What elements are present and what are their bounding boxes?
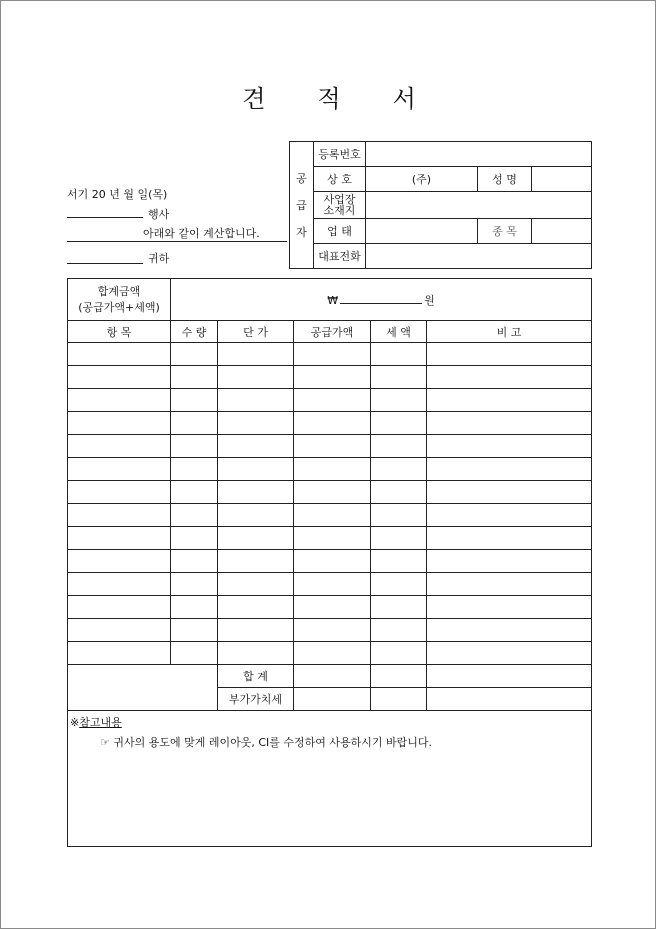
- sum-row: [68, 665, 592, 688]
- unit-price-cell[interactable]: [218, 619, 294, 642]
- quantity-cell[interactable]: [171, 458, 218, 481]
- quantity-cell[interactable]: [171, 550, 218, 573]
- supply-amount-cell[interactable]: [294, 504, 371, 527]
- tax-cell[interactable]: [371, 481, 427, 504]
- notes-cell: [68, 711, 592, 847]
- notes-title: 참고내용: [79, 716, 122, 729]
- vat-label: 부가가치세: [218, 688, 294, 711]
- tax-cell[interactable]: [371, 573, 427, 596]
- document-title: [1, 79, 656, 114]
- tax-cell[interactable]: [371, 389, 427, 412]
- supply-amount-cell[interactable]: [294, 343, 371, 366]
- table-row: [68, 481, 592, 504]
- quantity-cell[interactable]: [171, 596, 218, 619]
- remarks-cell[interactable]: [427, 573, 592, 596]
- address-label-line2: 소재지: [323, 203, 356, 217]
- unit-price-cell[interactable]: [218, 573, 294, 596]
- item-rows: [68, 343, 592, 665]
- vat-supply-amount[interactable]: [294, 688, 371, 711]
- unit-price-cell[interactable]: [218, 458, 294, 481]
- tax-cell[interactable]: [371, 458, 427, 481]
- unit-price-cell[interactable]: [218, 343, 294, 366]
- title-char-3: 서: [392, 85, 468, 113]
- total-label-line2: (공급가액+세액): [78, 300, 160, 314]
- business-type-value[interactable]: [366, 218, 478, 243]
- won-currency-symbol: ₩: [327, 293, 339, 307]
- item-cell[interactable]: [68, 619, 171, 642]
- table-row: [68, 573, 592, 596]
- table-row: [68, 619, 592, 642]
- header-supply-amount: 공급가액: [294, 321, 371, 343]
- item-cell[interactable]: [68, 642, 171, 665]
- supply-amount-cell[interactable]: [294, 619, 371, 642]
- business-type-label: 업 태: [314, 218, 366, 243]
- header-remarks: 비 고: [427, 321, 592, 343]
- items-table: [67, 278, 592, 847]
- table-row: [68, 527, 592, 550]
- header-tax: 세 액: [371, 321, 427, 343]
- unit-price-cell[interactable]: [218, 435, 294, 458]
- item-cell[interactable]: [68, 527, 171, 550]
- vat-remarks[interactable]: [427, 688, 592, 711]
- tax-cell[interactable]: [371, 642, 427, 665]
- item-cell[interactable]: [68, 435, 171, 458]
- header-quantity: 수 량: [171, 321, 218, 343]
- unit-price-cell[interactable]: [218, 504, 294, 527]
- table-row: [68, 458, 592, 481]
- supplier-vertical-label: [290, 142, 314, 269]
- quantity-cell[interactable]: [171, 343, 218, 366]
- quantity-cell[interactable]: [171, 389, 218, 412]
- item-cell[interactable]: [68, 481, 171, 504]
- supplier-table: [289, 141, 592, 269]
- supply-amount-cell[interactable]: [294, 481, 371, 504]
- item-cell[interactable]: [68, 366, 171, 389]
- sum-label: 합 계: [218, 665, 294, 688]
- address-label-line1: 사업장: [323, 192, 356, 206]
- table-row: [68, 642, 592, 665]
- phone-value[interactable]: [366, 243, 592, 268]
- remarks-cell[interactable]: [427, 412, 592, 435]
- supply-amount-cell[interactable]: [294, 573, 371, 596]
- remarks-cell[interactable]: [427, 642, 592, 665]
- remarks-cell[interactable]: [427, 527, 592, 550]
- supplier-label-char-1: 공: [296, 171, 307, 185]
- table-row: [68, 596, 592, 619]
- unit-price-cell[interactable]: [218, 550, 294, 573]
- table-row: [68, 389, 592, 412]
- header-item: 항 목: [68, 321, 171, 343]
- recipient-suffix: 귀하: [148, 252, 170, 265]
- item-cell[interactable]: [68, 596, 171, 619]
- item-cell[interactable]: [68, 573, 171, 596]
- name-value[interactable]: [532, 167, 592, 192]
- items-header-row: [68, 321, 592, 343]
- unit-price-cell[interactable]: [218, 366, 294, 389]
- won-unit: 원: [424, 293, 435, 307]
- remarks-cell[interactable]: [427, 619, 592, 642]
- client-name-underline: [67, 217, 143, 218]
- date-line: 서기 20 년 월 일(목): [67, 188, 168, 201]
- total-label-line1: 합계금액: [97, 284, 141, 298]
- notes-marker: ※: [70, 716, 80, 729]
- supplier-label-char-3: 자: [296, 225, 307, 239]
- address-value[interactable]: [366, 192, 592, 218]
- unit-price-cell[interactable]: [218, 527, 294, 550]
- tax-cell[interactable]: [371, 504, 427, 527]
- vat-tax[interactable]: [371, 688, 427, 711]
- notes-row: [68, 711, 592, 847]
- quantity-cell[interactable]: [171, 435, 218, 458]
- tax-cell[interactable]: [371, 527, 427, 550]
- title-char-1: 견: [242, 85, 318, 113]
- quantity-cell[interactable]: [171, 481, 218, 504]
- total-amount-blank: [340, 293, 422, 304]
- table-row: [68, 366, 592, 389]
- quantity-cell[interactable]: [171, 366, 218, 389]
- quantity-cell[interactable]: [171, 573, 218, 596]
- table-row: [68, 343, 592, 366]
- item-cell[interactable]: [68, 343, 171, 366]
- business-item-value[interactable]: [532, 218, 592, 243]
- total-amount-row: [68, 279, 592, 321]
- remarks-cell[interactable]: [427, 343, 592, 366]
- business-item-label: 종 목: [478, 218, 532, 243]
- tax-cell[interactable]: [371, 343, 427, 366]
- item-cell[interactable]: [68, 504, 171, 527]
- quantity-cell[interactable]: [171, 527, 218, 550]
- quantity-cell[interactable]: [171, 504, 218, 527]
- item-cell[interactable]: [68, 550, 171, 573]
- statement-text: 아래와 같이 계산합니다.: [143, 227, 260, 240]
- header-unit-price: 단 가: [218, 321, 294, 343]
- remarks-cell[interactable]: [427, 596, 592, 619]
- sum-supply-amount[interactable]: [294, 665, 371, 688]
- honorific-suffix: 행사: [148, 208, 170, 221]
- table-row: [68, 412, 592, 435]
- quantity-cell[interactable]: [171, 642, 218, 665]
- quantity-cell[interactable]: [171, 412, 218, 435]
- remarks-cell[interactable]: [427, 389, 592, 412]
- recipient-underline: [67, 263, 143, 264]
- company-label: 상 호: [314, 167, 366, 192]
- remarks-cell[interactable]: [427, 435, 592, 458]
- unit-price-cell[interactable]: [218, 481, 294, 504]
- phone-label: 대표전화: [314, 243, 366, 268]
- quantity-cell[interactable]: [171, 619, 218, 642]
- sum-tax[interactable]: [371, 665, 427, 688]
- title-char-2: 적: [317, 85, 393, 113]
- supply-amount-cell[interactable]: [294, 550, 371, 573]
- table-row: [68, 550, 592, 573]
- address-label: [314, 192, 366, 218]
- notes-body: ☞ 귀사의 용도에 맞게 레이아웃, CI를 수정하여 사용하시기 바랍니다.: [100, 736, 433, 749]
- item-cell[interactable]: [68, 412, 171, 435]
- table-row: [68, 504, 592, 527]
- unit-price-cell[interactable]: [218, 642, 294, 665]
- remarks-cell[interactable]: [427, 458, 592, 481]
- total-amount-cell[interactable]: [171, 279, 592, 321]
- registration-value[interactable]: [366, 142, 592, 167]
- supply-amount-cell[interactable]: [294, 458, 371, 481]
- notes-heading: [70, 714, 589, 730]
- tax-cell[interactable]: [371, 619, 427, 642]
- tax-cell[interactable]: [371, 412, 427, 435]
- registration-label: 등록번호: [314, 142, 366, 167]
- statement-underline: [67, 241, 287, 242]
- table-row: [68, 435, 592, 458]
- tax-cell[interactable]: [371, 596, 427, 619]
- remarks-cell[interactable]: [427, 366, 592, 389]
- item-cell[interactable]: [68, 389, 171, 412]
- supply-amount-cell[interactable]: [294, 389, 371, 412]
- remarks-cell[interactable]: [427, 481, 592, 504]
- total-label: [68, 279, 171, 321]
- supply-amount-cell[interactable]: [294, 412, 371, 435]
- name-label: 성 명: [478, 167, 532, 192]
- tax-cell[interactable]: [371, 550, 427, 573]
- unit-price-cell[interactable]: [218, 389, 294, 412]
- company-value[interactable]: (주): [366, 167, 478, 192]
- tax-cell[interactable]: [371, 366, 427, 389]
- unit-price-cell[interactable]: [218, 596, 294, 619]
- supply-amount-cell[interactable]: [294, 366, 371, 389]
- tax-cell[interactable]: [371, 435, 427, 458]
- remarks-cell[interactable]: [427, 504, 592, 527]
- summary-blank-cell: [68, 665, 218, 711]
- supplier-label-char-2: 급: [296, 198, 307, 212]
- supply-amount-cell[interactable]: [294, 527, 371, 550]
- remarks-cell[interactable]: [427, 550, 592, 573]
- supply-amount-cell[interactable]: [294, 642, 371, 665]
- unit-price-cell[interactable]: [218, 412, 294, 435]
- item-cell[interactable]: [68, 458, 171, 481]
- sum-remarks[interactable]: [427, 665, 592, 688]
- supply-amount-cell[interactable]: [294, 435, 371, 458]
- supply-amount-cell[interactable]: [294, 596, 371, 619]
